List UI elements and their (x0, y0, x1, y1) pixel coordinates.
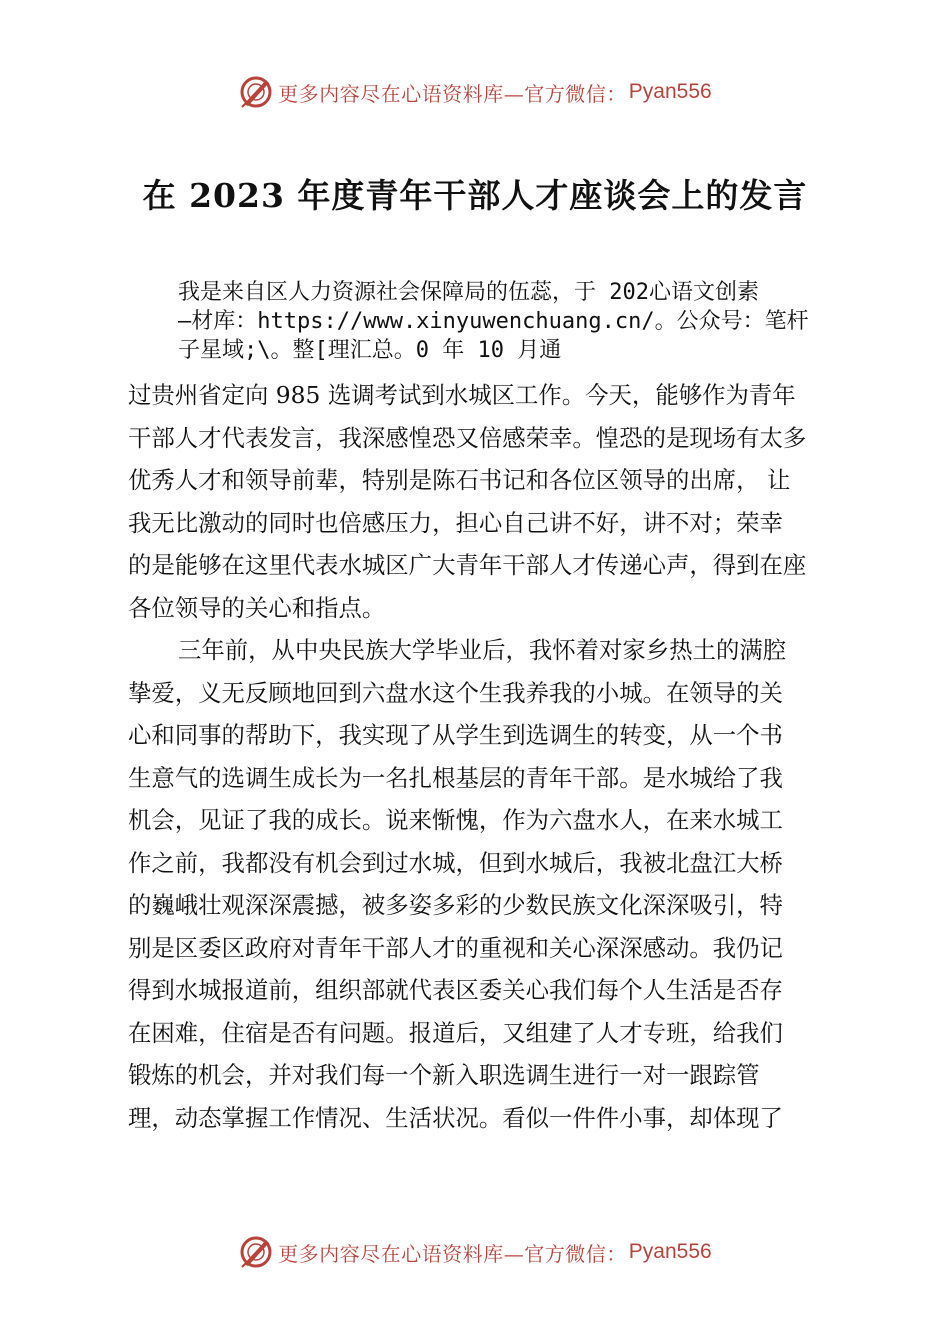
text-line: 干部人才代表发言，我深感惶恐又倍感荣幸。惶恐的是现场有太多 (128, 423, 807, 452)
intro-block (178, 278, 858, 365)
text-line: 优秀人才和领导前辈，特别是陈石书记和各位区领导的出席， 让 (128, 466, 791, 494)
banner-text: 更多内容尽在心语资料库—官方微信： (278, 1241, 627, 1266)
text-line: 过贵州省定向 985 选调考试到水城区工作。今天，能够作为青年 (128, 381, 796, 409)
text-line: 我无比激动的同时也倍感压力，担心自己讲不好，讲不对；荣幸 (128, 508, 783, 537)
text-line: 在困难，住宿是否有问题。报道后，又组建了人才专班，给我们 (128, 1018, 783, 1047)
text-line: 心和同事的帮助下，我实现了从学生到选调生的转变，从一个书 (128, 721, 783, 749)
paragraph-2 (128, 629, 840, 1139)
header-banner (0, 72, 950, 112)
document-body (128, 374, 840, 1139)
wechat-id: Pyan556 (628, 1240, 712, 1263)
text-line: 机会，见证了我的成长。说来惭愧，作为六盘水人，在来水城工 (128, 806, 783, 834)
document-title: 在 2023 年度青年干部人才座谈会上的发言 (142, 176, 808, 215)
intro-line: —材库：https://www.xinyuwenchuang.cn/。公众号：笔杆 (178, 309, 809, 334)
text-line: 理，动态掌握工作情况、生活状况。看似一件件小事，却体现了 (128, 1103, 783, 1132)
text-line: 三年前，从中央民族大学毕业后，我怀着对家乡热土的满腔 (178, 636, 787, 664)
text-line: 得到水城报道前，组织部就代表区委关心我们每个人生活是否存 (128, 976, 783, 1004)
footer-banner (0, 1232, 950, 1272)
quill-seal-icon (238, 74, 274, 110)
intro-line: 子星域;\。整[理汇总。0 年 10 月通 (178, 338, 562, 363)
text-line: 的巍峨壮观深深震撼，被多姿多彩的少数民族文化深深吸引，特 (128, 891, 783, 919)
paragraph-1 (128, 374, 840, 629)
text-line: 别是区委区政府对青年干部人才的重视和关心深深感动。我仍记 (128, 933, 783, 962)
quill-seal-icon (238, 1234, 274, 1270)
text-line: 挚爱，义无反顾地回到六盘水这个生我养我的小城。在领导的关 (128, 678, 783, 707)
wechat-id: Pyan556 (628, 80, 712, 103)
text-line: 锻炼的机会，并对我们每一个新入职选调生进行一对一跟踪管 (128, 1061, 760, 1089)
text-line: 各位领导的关心和指点。 (128, 593, 386, 622)
text-line: 的是能够在这里代表水城区广大青年干部人才传递心声，得到在座 (128, 551, 807, 579)
banner-text: 更多内容尽在心语资料库—官方微信： (278, 81, 627, 106)
text-line: 生意气的选调生成长为一名扎根基层的青年干部。是水城给了我 (128, 763, 783, 792)
intro-line: 我是来自区人力资源社会保障局的伍蕊，于 202心语文创素 (178, 280, 759, 305)
text-line: 作之前，我都没有机会到过水城，但到水城后，我被北盘江大桥 (128, 848, 783, 877)
